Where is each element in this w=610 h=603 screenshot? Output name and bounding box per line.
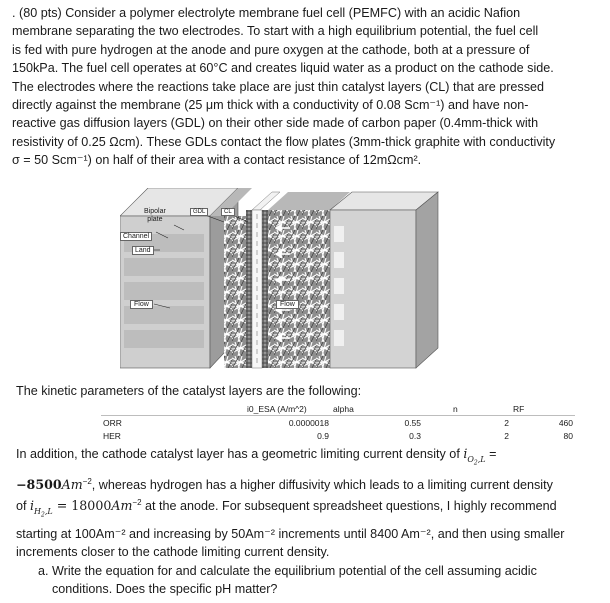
problem-line: membrane separating the two electrodes. To start with a high equilibrium potential, the fuel cell: [12, 24, 539, 39]
label-flow-left: Flow: [130, 300, 153, 309]
label-gdl: GDL: [190, 208, 208, 216]
problem-line: σ = 50 Scm⁻¹) on half of their area with a contact resistance of 12mΩcm².: [12, 153, 422, 168]
math-subsub: 2: [41, 511, 45, 519]
label-cl: CL: [221, 208, 235, 216]
text-span: , whereas hydrogen has a higher diffusivity which leads to a limiting current density: [91, 477, 553, 492]
table-cell: ORR: [103, 417, 122, 428]
text-span: In addition, the cathode catalyst layer has a geometric limiting current density of: [16, 447, 460, 461]
text-span: at the anode. For subsequent spreadsheet questions, I highly recommend: [141, 499, 557, 514]
text-span: of: [16, 499, 27, 514]
math-subsub: 2: [473, 459, 478, 467]
math-subtail: ,L: [477, 454, 486, 464]
right-gdl: [268, 210, 330, 368]
table-cell: 80: [563, 430, 573, 441]
header-cell: n: [423, 402, 511, 416]
math-var: i: [30, 498, 35, 514]
kinetics-intro: The kinetic parameters of the catalyst layers are the following:: [16, 384, 362, 398]
right-plate-side: [416, 192, 438, 368]
header-cell: [101, 402, 175, 416]
table-row: [101, 416, 575, 430]
math-unit: Am: [111, 498, 133, 514]
table-cell: 0.9: [317, 430, 329, 441]
left-catalyst-layer: [246, 210, 252, 368]
header-cell: RF: [511, 402, 575, 416]
plate-label: plate: [147, 216, 163, 223]
table-row: [101, 429, 575, 442]
problem-line: directly against the membrane (25 μm thick with a conductivity of 0.08 Scm⁻¹) and have non-: [12, 98, 529, 113]
math-subtail: ,L: [44, 506, 53, 516]
problem-line: . (80 pts) Consider a polymer electrolyte membrane fuel cell (PEMFC) with an acidic Nafion: [12, 6, 521, 20]
table-cell: 0.55: [404, 417, 421, 428]
table-cell: 0.3: [409, 430, 421, 441]
kinetic-parameters-table: [101, 402, 575, 442]
math-exp: −2: [82, 476, 92, 486]
limiting-line-1: [16, 445, 602, 473]
header-cell: i0_ESA (A/m^2): [175, 402, 331, 416]
problem-line: is fed with pure hydrogen at the anode and pure oxygen at the cathode, both at a pressure of: [12, 42, 530, 57]
question-marker: a.: [38, 564, 49, 578]
table-header-row: [101, 402, 575, 416]
table-cell: HER: [103, 430, 121, 441]
limiting-line-3: [16, 494, 602, 525]
math-value: −8500: [16, 476, 62, 492]
math-value: = 18000: [52, 498, 112, 514]
limiting-line-4: starting at 100Am⁻² and increasing by 50Am⁻² increments until 8400 Am⁻², and then using smaller: [16, 526, 565, 541]
text-span: =: [485, 447, 497, 461]
fuel-cell-illustration: [120, 188, 460, 370]
math-unit: Am: [61, 476, 83, 492]
right-catalyst-layer: [262, 210, 268, 368]
problem-line: resistivity of 0.25 Ωcm). These GDLs contact the flow plates (3mm-thick graphite with conductivity: [12, 134, 556, 149]
math-sub: H: [34, 506, 42, 516]
fuel-cell-diagram: [120, 188, 460, 370]
limiting-current-paragraph: [16, 445, 602, 562]
limiting-line-2: [16, 473, 602, 495]
ih2-symbol: [30, 498, 53, 519]
question-a: [38, 562, 592, 599]
limiting-line-5: increments closer to the cathode limiting current density.: [16, 545, 330, 560]
table-cell: 460: [558, 417, 573, 428]
label-bipolar: [144, 208, 166, 224]
problem-line: 150kPa. The fuel cell operates at 60°C and creates liquid water as a product on the cathode side.: [12, 61, 554, 76]
io2-symbol: [463, 446, 486, 467]
label-flow-right: Flow: [276, 300, 299, 309]
math-exp: −2: [132, 498, 142, 508]
table-cell: 2: [504, 417, 509, 428]
table-cell: 0.0000018: [288, 417, 329, 428]
table-cell: 2: [504, 430, 509, 441]
label-land: Land: [132, 246, 154, 255]
problem-line: reactive gas diffusion layers (GDL) on their other side made of carbon paper (0.4mm-thick with: [12, 116, 539, 131]
question-text: Write the equation for and calculate the equilibrium potential of the cell assuming acidic conditions. Does the specific pH matter?: [52, 564, 537, 597]
problem-statement: [12, 4, 602, 170]
left-gdl: [224, 216, 246, 368]
header-cell: alpha: [331, 402, 423, 416]
math-sub: O: [467, 454, 474, 464]
bipolar-label: Bipolar: [144, 208, 166, 215]
problem-line: The electrodes where the reactions take place are just thin catalyst layers (CL) that are pressed: [12, 79, 544, 94]
label-channel: Channel: [120, 232, 152, 241]
math-var: i: [463, 446, 468, 461]
